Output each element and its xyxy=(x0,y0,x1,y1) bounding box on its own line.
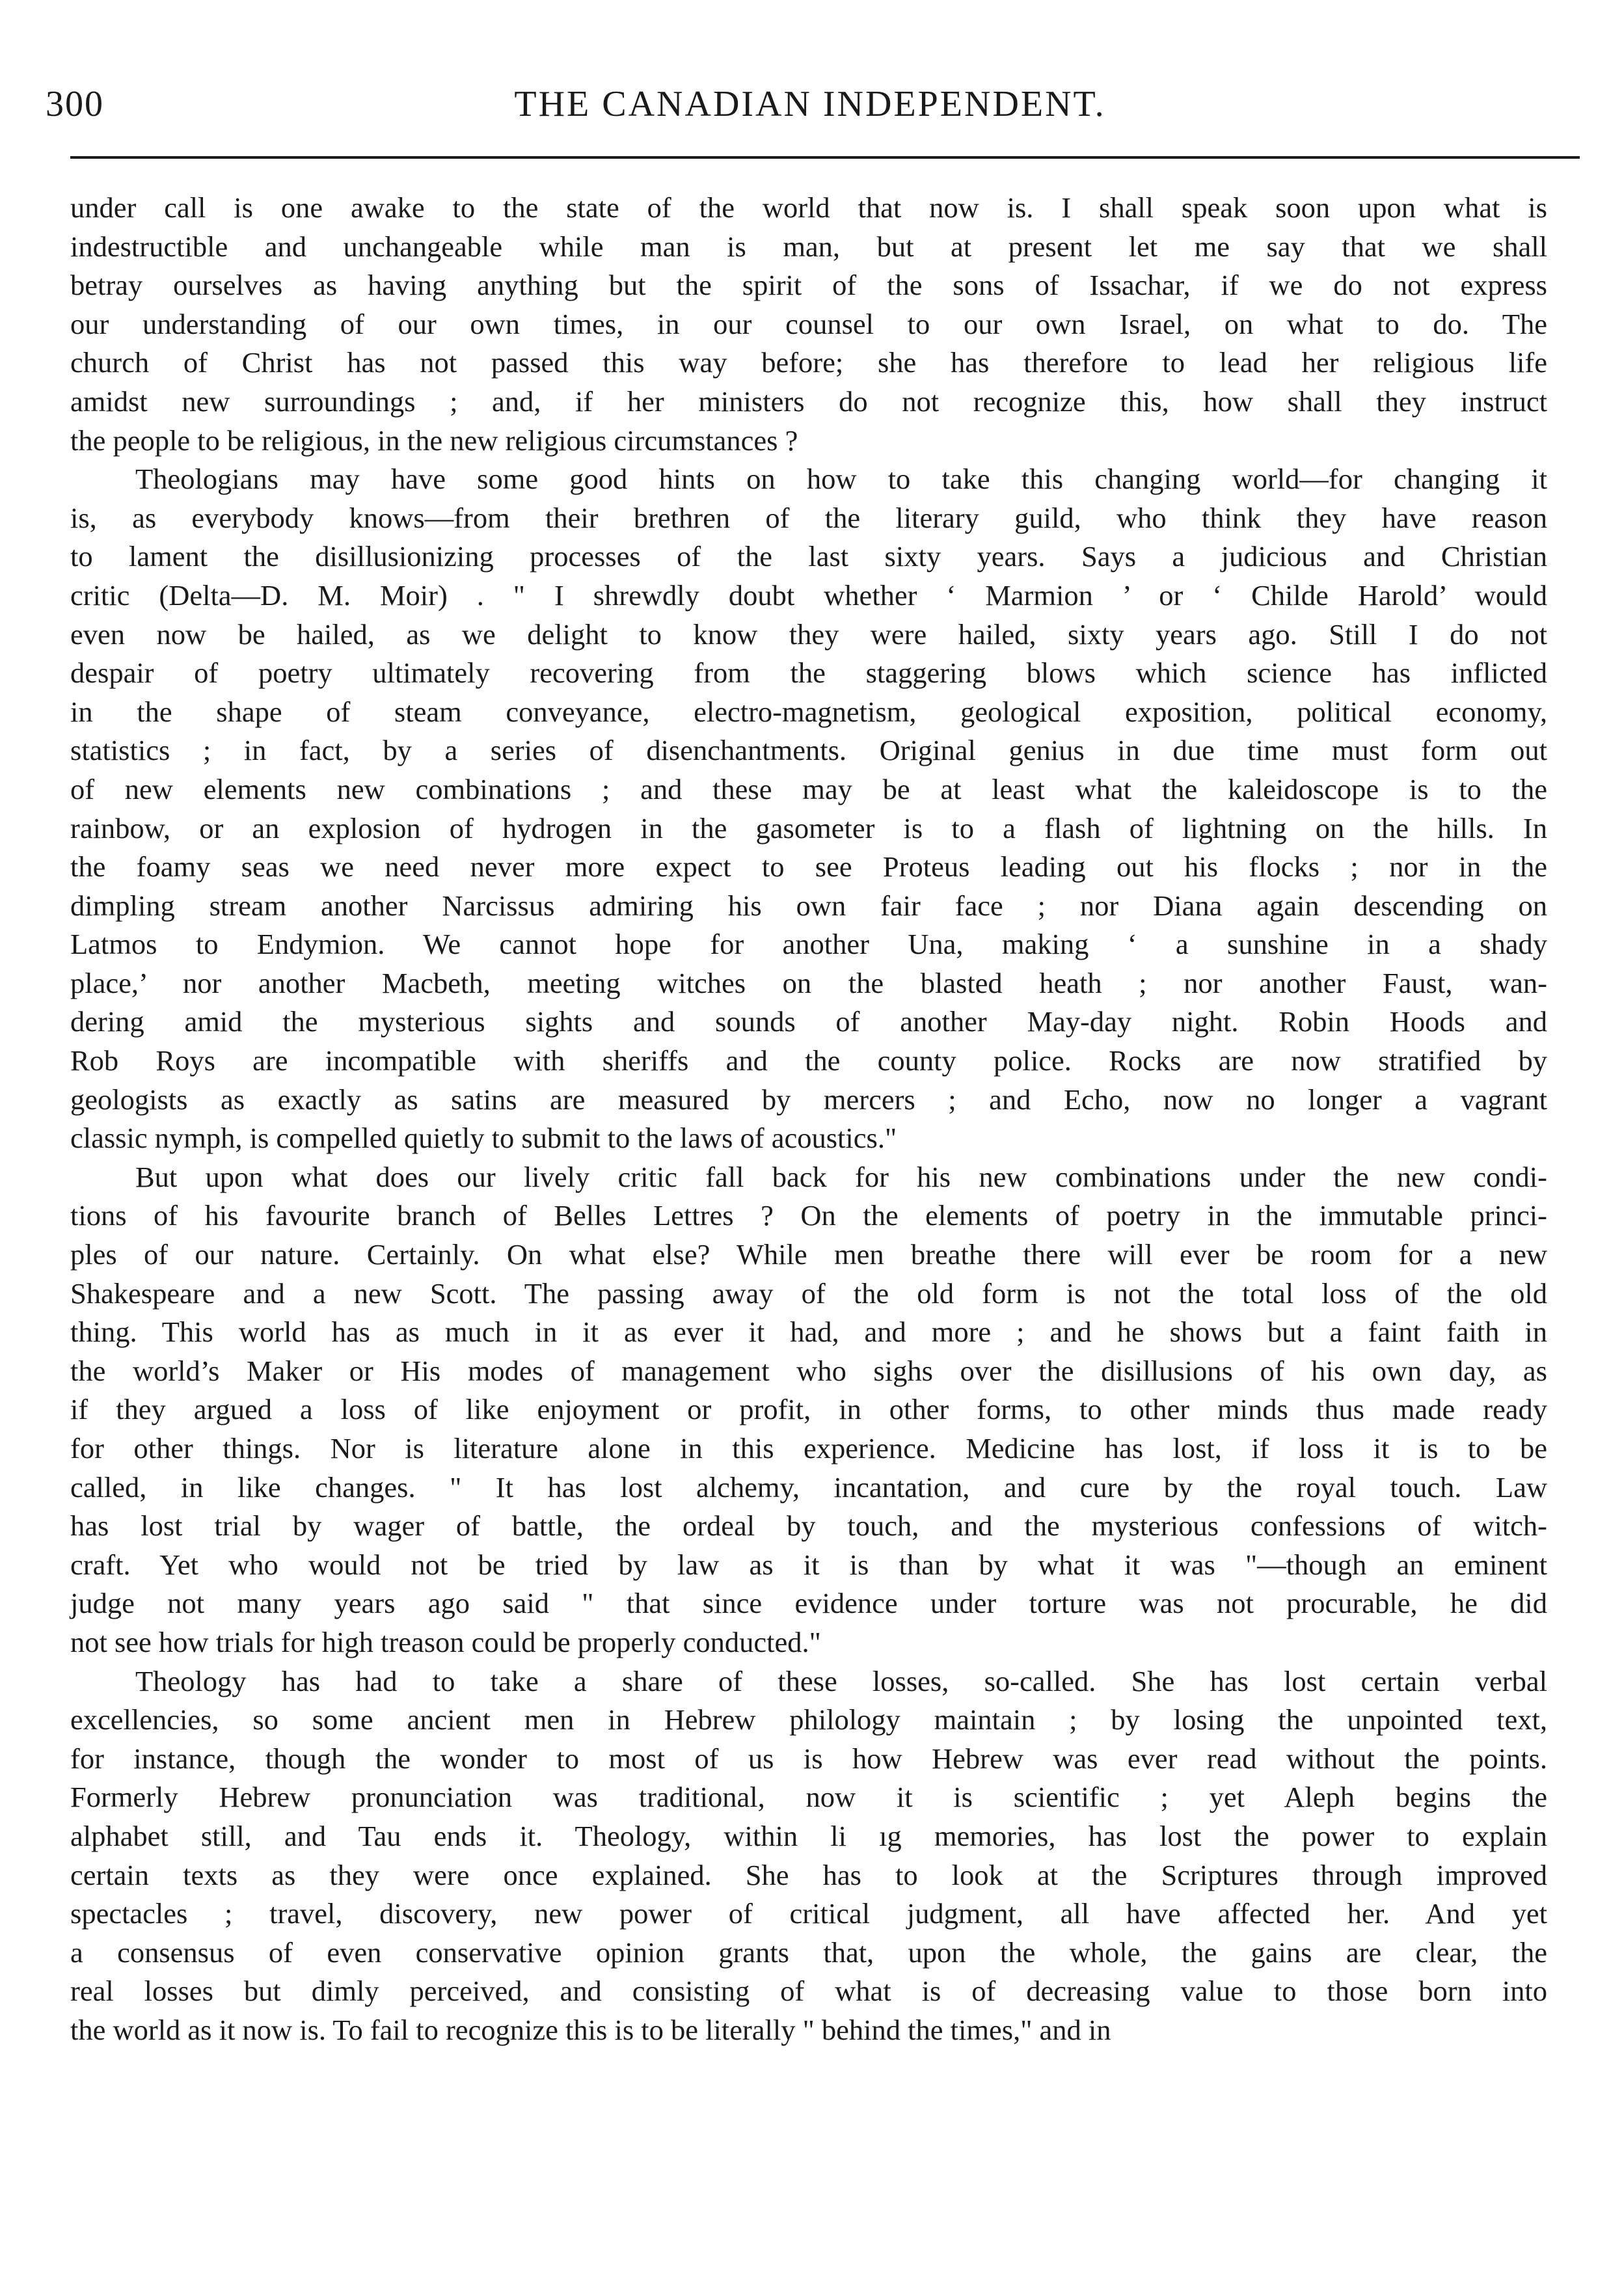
text-line: judge not many years ago said " that since evidence under torture was not procurable, he did xyxy=(70,1587,1547,1620)
text-line: for instance, though the wonder to most of us is how Hebrew was ever read without the points. xyxy=(70,1742,1547,1775)
text-line: Latmos to Endymion. We cannot hope for another Una, making ‘ a sunshine in a shady xyxy=(70,928,1547,961)
text-line: the world as it now is. To fail to recognize this is to be literally " behind the times," and in xyxy=(70,2013,1111,2046)
text-line: ples of our nature. Certainly. On what else? While men breathe there will ever be room for a new xyxy=(70,1238,1547,1271)
text-line: for other things. Nor is literature alone in this experience. Medicine has lost, if loss it is to be xyxy=(70,1432,1547,1464)
text-line: betray ourselves as having anything but the spirit of the sons of Issachar, if we do not express xyxy=(70,269,1547,302)
text-line: the foamy seas we need never more expect to see Proteus leading out his flocks ; nor in the xyxy=(70,850,1547,884)
text-line: Formerly Hebrew pronunciation was traditional, now it is scientific ; yet Aleph begins the xyxy=(70,1781,1547,1814)
text-line: excellencies, so some ancient men in Hebrew philology maintain ; by losing the unpointed text, xyxy=(70,1703,1547,1736)
running-title: THE CANADIAN INDEPENDENT. xyxy=(514,84,1106,124)
text-line: our understanding of our own times, in our counsel to our own Israel, on what to do. The xyxy=(70,307,1547,340)
text-line: tions of his favourite branch of Belles Lettres ? On the elements of poetry in the immutable princi- xyxy=(70,1199,1547,1232)
text-line: in the shape of steam conveyance, electro-magnetism, geological exposition, political economy, xyxy=(70,695,1547,728)
text-line: dimpling stream another Narcissus admiring his own fair face ; nor Diana again descending on xyxy=(70,889,1547,922)
text-line: under call is one awake to the state of the world that now is. I shall speak soon upon what is xyxy=(70,191,1547,224)
text-line: even now be hailed, as we delight to know they were hailed, sixty years ago. Still I do not xyxy=(70,617,1547,651)
text-line: Theology has had to take a share of these losses, so-called. She has lost certain verbal xyxy=(135,1664,1547,1697)
text-line: thing. This world has as much in it as ever it had, and more ; and he shows but a faint faith in xyxy=(70,1316,1547,1349)
text-line: the world’s Maker or His modes of management who sighs over the disillusions of his own day, as xyxy=(70,1354,1547,1387)
text-line: not see how trials for high treason could be properly conducted." xyxy=(70,1625,821,1658)
text-line: craft. Yet who would not be tried by law as it is than by what it was "—though an eminent xyxy=(70,1548,1547,1581)
text-line: despair of poetry ultimately recovering from the staggering blows which science has inflicted xyxy=(70,656,1547,690)
text-line: dering amid the mysterious sights and sounds of another May-day night. Robin Hoods and xyxy=(70,1005,1547,1038)
text-line: critic (Delta—D. M. Moir) . " I shrewdly doubt whether ‘ Marmion ’ or ‘ Childe Harold’ would xyxy=(70,578,1547,612)
text-line: has lost trial by wager of battle, the ordeal by touch, and the mysterious confessions of witch- xyxy=(70,1509,1547,1543)
text-line: church of Christ has not passed this way before; she has therefore to lead her religious life xyxy=(70,346,1547,379)
article-body xyxy=(70,189,1547,2050)
page-header xyxy=(46,83,1575,129)
text-line: But upon what does our lively critic fall back for his new combinations under the new condi- xyxy=(135,1160,1547,1193)
header-rule xyxy=(70,156,1580,159)
text-line: of new elements new combinations ; and these may be at least what the kaleidoscope is to the xyxy=(70,772,1547,805)
text-line: certain texts as they were once explained. She has to look at the Scriptures through improved xyxy=(70,1858,1547,1891)
text-line: spectacles ; travel, discovery, new power of critical judgment, all have affected her. And yet xyxy=(70,1897,1547,1930)
text-line: if they argued a loss of like enjoyment or profit, in other forms, to other minds thus made ready xyxy=(70,1393,1547,1426)
text-line: alphabet still, and Tau ends it. Theology, within li ıg memories, has lost the power to explain xyxy=(70,1819,1547,1852)
text-line: to lament the disillusionizing processes of the last sixty years. Says a judicious and Christian xyxy=(70,540,1547,573)
text-line: Theologians may have some good hints on how to take this changing world—for changing it xyxy=(135,463,1547,496)
page-number: 300 xyxy=(46,84,104,124)
text-line: statistics ; in fact, by a series of disenchantments. Original genius in due time must form out xyxy=(70,734,1547,767)
text-line: is, as everybody knows—from their brethren of the literary guild, who think they have reason xyxy=(70,501,1547,534)
text-line: amidst new surroundings ; and, if her ministers do not recognize this, how shall they instruct xyxy=(70,385,1547,418)
text-line: place,’ nor another Macbeth, meeting witches on the blasted heath ; nor another Faust, wan- xyxy=(70,966,1547,999)
text-line: classic nymph, is compelled quietly to submit to the laws of acoustics." xyxy=(70,1122,897,1155)
text-line: rainbow, or an explosion of hydrogen in the gasometer is to a flash of lightning on the hills. In xyxy=(70,811,1547,844)
text-line: Rob Roys are incompatible with sheriffs and the county police. Rocks are now stratified by xyxy=(70,1044,1547,1077)
text-line: a consensus of even conservative opinion grants that, upon the whole, the gains are clear, the xyxy=(70,1936,1547,1969)
text-line: the people to be religious, in the new religious circumstances ? xyxy=(70,424,798,457)
text-line: indestructible and unchangeable while man is man, but at present let me say that we shall xyxy=(70,230,1547,263)
text-line: geologists as exactly as satins are measured by mercers ; and Echo, now no longer a vagrant xyxy=(70,1083,1547,1116)
text-line: Shakespeare and a new Scott. The passing away of the old form is not the total loss of the old xyxy=(70,1276,1547,1310)
text-line: called, in like changes. " It has lost alchemy, incantation, and cure by the royal touch. Law xyxy=(70,1470,1547,1504)
text-line: real losses but dimly perceived, and consisting of what is of decreasing value to those born into xyxy=(70,1975,1547,2008)
